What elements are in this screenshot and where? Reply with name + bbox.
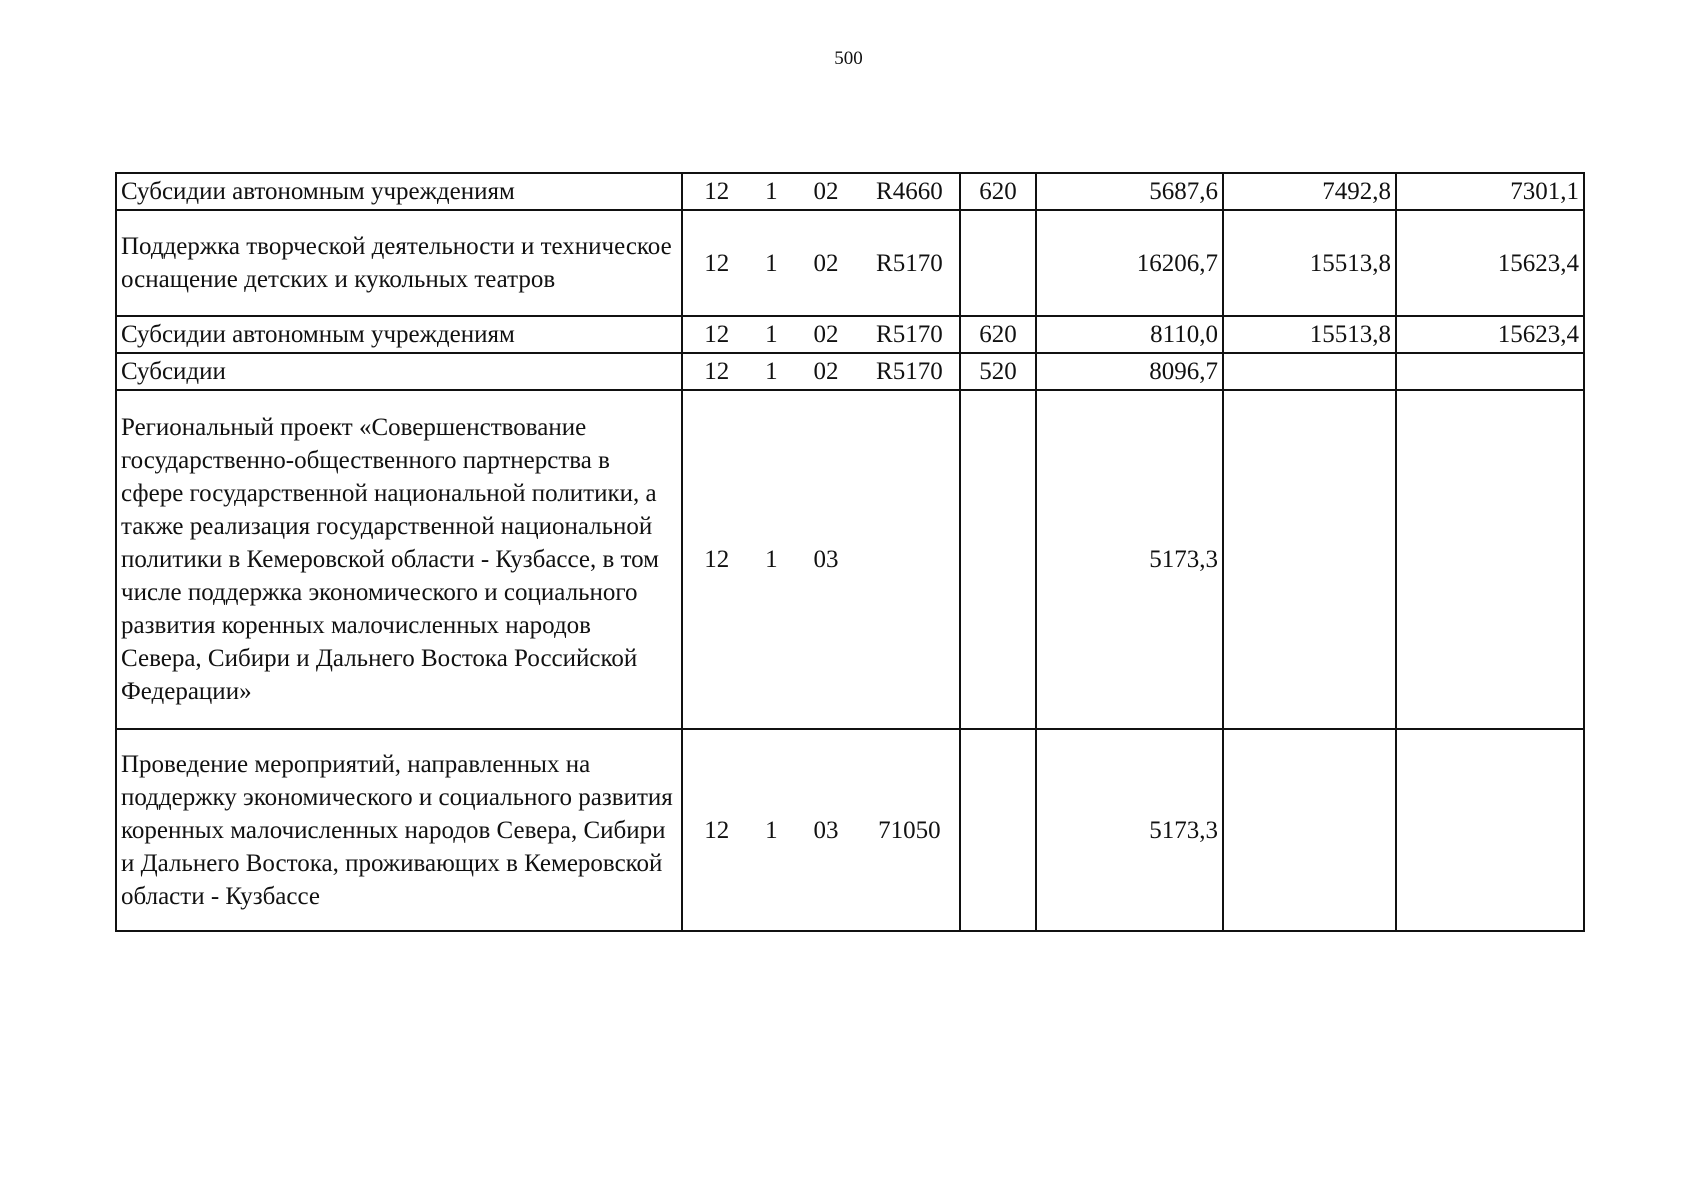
row-name: Субсидии [116, 353, 682, 390]
amount-year-3: 15623,4 [1396, 210, 1584, 316]
budget-table [115, 172, 1585, 932]
table-row [116, 353, 1584, 390]
table-row [116, 173, 1584, 210]
code-program: 1 [765, 178, 778, 205]
amount-year-2 [1223, 729, 1396, 931]
row-codes [682, 729, 960, 931]
code-program: 1 [765, 358, 778, 385]
code-section: 12 [704, 249, 730, 277]
code-section: 12 [704, 816, 730, 844]
row-name: Региональный проект «Совершенствование государственно-общественного партнерства в сфере государственной национальной политики, а также реализация государственной национальной политики в Кемеровской области - Кузбассе, в том числе поддержка экономического и социального развития коренных малочисленных народов Севера, Сибири и Дальнего Востока Российской Федерации» [116, 390, 682, 729]
code-target-item: 71050 [878, 816, 941, 844]
amount-year-1: 8096,7 [1036, 353, 1223, 390]
table-row [116, 210, 1584, 316]
expense-type: 620 [960, 173, 1036, 210]
row-codes [682, 316, 960, 353]
code-section: 12 [704, 546, 730, 573]
code-target-item: R5170 [876, 321, 943, 348]
code-target-item: R4660 [876, 178, 943, 205]
code-section: 12 [704, 358, 730, 385]
expense-type [960, 210, 1036, 316]
code-program: 1 [765, 546, 778, 573]
amount-year-1: 8110,0 [1036, 316, 1223, 353]
code-subprogram: 02 [813, 178, 839, 205]
table-row [116, 316, 1584, 353]
page-number: 500 [834, 48, 863, 69]
amount-year-3: 7301,1 [1396, 173, 1584, 210]
code-program: 1 [765, 321, 778, 348]
code-section: 12 [704, 321, 730, 348]
amount-year-2: 7492,8 [1223, 173, 1396, 210]
code-subprogram: 02 [813, 358, 839, 385]
amount-year-2: 15513,8 [1223, 210, 1396, 316]
row-name: Субсидии автономным учреждениям [116, 316, 682, 353]
code-section: 12 [704, 178, 730, 205]
amount-year-2: 15513,8 [1223, 316, 1396, 353]
code-subprogram: 02 [813, 249, 839, 277]
amount-year-3: 15623,4 [1396, 316, 1584, 353]
row-name: Субсидии автономным учреждениям [116, 173, 682, 210]
table-row [116, 390, 1584, 729]
amount-year-3 [1396, 390, 1584, 729]
row-name: Поддержка творческой деятельности и техническое оснащение детских и кукольных театров [116, 210, 682, 316]
code-program: 1 [765, 816, 778, 844]
row-name: Проведение мероприятий, направленных на поддержку экономического и социального развития коренных малочисленных народов Севера, Сибири и Дальнего Востока, проживающих в Кемеровской области - Кузбассе [116, 729, 682, 931]
amount-year-3 [1396, 353, 1584, 390]
code-program: 1 [765, 249, 778, 277]
amount-year-1: 5173,3 [1036, 729, 1223, 931]
expense-type [960, 390, 1036, 729]
expense-type: 520 [960, 353, 1036, 390]
row-codes [682, 353, 960, 390]
row-codes [682, 210, 960, 316]
amount-year-2 [1223, 353, 1396, 390]
amount-year-3 [1396, 729, 1584, 931]
code-subprogram: 02 [813, 321, 839, 348]
expense-type [960, 729, 1036, 931]
code-target-item: R5170 [876, 358, 943, 385]
amount-year-1: 5173,3 [1036, 390, 1223, 729]
code-subprogram: 03 [813, 546, 839, 573]
code-subprogram: 03 [813, 816, 839, 844]
code-target-item: R5170 [876, 249, 943, 277]
amount-year-1: 16206,7 [1036, 210, 1223, 316]
row-codes [682, 173, 960, 210]
amount-year-1: 5687,6 [1036, 173, 1223, 210]
expense-type: 620 [960, 316, 1036, 353]
table-row [116, 729, 1584, 931]
row-codes [682, 390, 960, 729]
amount-year-2 [1223, 390, 1396, 729]
